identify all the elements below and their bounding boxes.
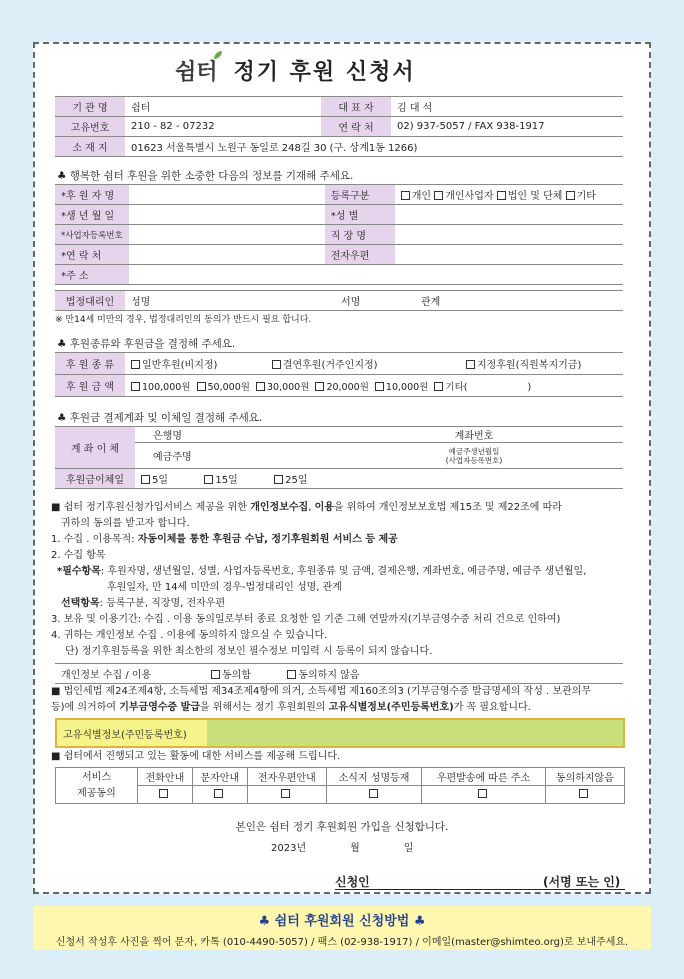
table-row: *주 소 bbox=[55, 265, 623, 285]
checkbox[interactable] bbox=[274, 475, 283, 484]
account-number-field[interactable]: 계좌번호 bbox=[325, 427, 623, 443]
table-row bbox=[55, 443, 623, 469]
guardian-note: ※ 만14세 미만의 경우, 법정대리인의 동의가 반드시 필요 합니다. bbox=[55, 315, 312, 325]
table-row: *사업자등록번호 직 장 명 bbox=[55, 225, 623, 245]
transfer-day-options: 5일 15일 25일 bbox=[135, 469, 623, 489]
checkbox[interactable] bbox=[466, 360, 475, 369]
address-field[interactable] bbox=[129, 265, 623, 285]
payment-table bbox=[55, 426, 623, 489]
checkbox[interactable] bbox=[159, 789, 168, 798]
application-statement: 본인은 쉼터 정기 후원회원 가입을 신청합니다. bbox=[235, 821, 449, 833]
table-row: 후원금이체일 5일 15일 25일 bbox=[55, 469, 623, 489]
legal-guardian-table bbox=[55, 290, 623, 311]
application-method-banner bbox=[33, 906, 651, 950]
privacy-terms: ■ 쉼터 정기후원신청가입서비스 제공을 위한 개인정보수집, 이용을 위하여 개인정보보호법 제15조 및 제22조에 따라 귀하의 동의를 받고자 합니다. 1. 수집 . 이용목적: 자동이체를 통한 후원금 수납, 정기후원회원 서비스 등 제공 2. 수집 항목 *필수항목: 후원자명, 생년월일, 성별, 사업자등록번호, 후원종류 및 금액, 결제은행, 계좌번호, 예금주명, 예금주 생년월일, 후원일자, 만 14세 미만의 경우-법정대리인 성명, 관계 선택항목: 등록구분, 직장명, 전자우편 3. 보유 및 이용기간: 수집 . 이용 동의일로부터 종료 요청한 일 기준 그해 연말까지(기부금영수증 처리 건으로 인하여) 4. 귀하는 개인정보 수집 . 이용에 동의하지 않으실 수 있습니다. 단) 정기후원등록을 위한 최소한의 정보인 필수정보 미입력 시 등록이 되지 않습니다. bbox=[51, 502, 587, 657]
donor-name-field[interactable] bbox=[129, 185, 325, 205]
leaf-icon bbox=[214, 51, 222, 59]
checkbox[interactable] bbox=[131, 382, 140, 391]
resident-number-field[interactable] bbox=[207, 720, 623, 746]
table-row: 법정대리인 성명 서명 관계 bbox=[55, 291, 623, 311]
table-row: 후 원 금 액 100,000원 50,000원 30,000원 20,000원 10,000원 기타( ) bbox=[55, 375, 623, 397]
checkbox[interactable] bbox=[272, 360, 281, 369]
holder-birth-field[interactable]: 예금주생년월일 (사업자등록번호) bbox=[325, 443, 623, 469]
bank-name-field[interactable]: 은행명 bbox=[135, 427, 325, 443]
guardian-name-field[interactable]: 성명 bbox=[125, 291, 335, 311]
checkbox[interactable] bbox=[497, 191, 506, 200]
consent-options: 동의함 동의하지 않음 bbox=[205, 664, 623, 684]
table-row: 계 좌 이 체 은행명 계좌번호 bbox=[55, 427, 623, 443]
checkbox[interactable] bbox=[434, 382, 443, 391]
workplace-field[interactable] bbox=[395, 225, 623, 245]
checkbox[interactable] bbox=[197, 382, 206, 391]
payment-heading: ♣ 후원금 결제계좌 및 이체일 결정해 주세요. bbox=[57, 412, 263, 424]
checkbox[interactable] bbox=[478, 789, 487, 798]
application-date: 2023년 월 일 bbox=[271, 843, 414, 854]
applicant-label: 신청인 bbox=[335, 875, 370, 889]
guardian-sign-field[interactable]: 서명 bbox=[335, 291, 415, 311]
banner-title: ♣ 쉼터 후원회원 신청방법 ♣ bbox=[258, 914, 426, 929]
checkbox[interactable] bbox=[401, 191, 410, 200]
table-row: 개인정보 수집 / 이용 동의함 동의하지 않음 bbox=[55, 664, 623, 684]
table-row: *연 락 처 전자우편 bbox=[55, 245, 623, 265]
checkbox[interactable] bbox=[281, 789, 290, 798]
donation-type-heading: ♣ 후원종류와 후원금을 결정해 주세요. bbox=[57, 338, 236, 350]
account-holder-field[interactable]: 예금주명 bbox=[135, 443, 325, 469]
guardian-relation-field[interactable]: 관계 bbox=[415, 291, 623, 311]
application-form bbox=[33, 42, 651, 894]
tax-notice: ■ 법인세법 제24조제4항, 소득세법 제34조제4항에 의거, 소득세법 제160조의3 (기부금영수증 발급명세의 작성 . 보관의무 등)에 의거하여 기부금영수증 발급을 위해서는 정기 후원회원의 고유식별정보(주민등록번호)가 꼭 필요합니다. bbox=[51, 686, 592, 713]
table-row: 소 재 지 01623 서울특별시 노원구 동일로 248길 30 (구. 상계1동 1266) bbox=[55, 137, 623, 157]
checkbox[interactable] bbox=[211, 670, 220, 679]
checkbox[interactable] bbox=[315, 382, 324, 391]
resident-number-row: 고유식별정보(주민등록번호) bbox=[55, 718, 625, 748]
table-row: 후 원 종 류 일반후원(비지정) 결연후원(거주인지정) 지정후원(직원복지기금) bbox=[55, 353, 623, 375]
org-info-table bbox=[55, 96, 623, 157]
birth-date-field[interactable] bbox=[129, 205, 325, 225]
checkbox[interactable] bbox=[204, 475, 213, 484]
checkbox[interactable] bbox=[287, 670, 296, 679]
donation-amount-options: 100,000원 50,000원 30,000원 20,000원 10,000원 기타( ) bbox=[125, 375, 623, 397]
table-row: *후 원 자 명 등록구분 개인 개인사업자 법인 및 단체 기타 bbox=[55, 185, 623, 205]
banner-body: 신청서 작성후 사진을 찍어 문자, 카톡 (010-4490-5057) / 팩스 (02-938-1917) / 이메일(master@shimteo.org)로 보내주세요. bbox=[55, 937, 629, 948]
checkbox[interactable] bbox=[375, 382, 384, 391]
checkbox[interactable] bbox=[566, 191, 575, 200]
checkbox[interactable] bbox=[434, 191, 443, 200]
checkbox[interactable] bbox=[214, 789, 223, 798]
checkbox[interactable] bbox=[256, 382, 265, 391]
shimteo-logo: 쉼터 bbox=[175, 55, 218, 86]
business-number-field[interactable] bbox=[129, 225, 325, 245]
checkbox[interactable] bbox=[579, 789, 588, 798]
service-heading: ■ 쉼터에서 진행되고 있는 활동에 대한 서비스를 제공해 드립니다. bbox=[51, 751, 341, 762]
table-row: 기 관 명 쉼터 대 표 자 김 대 석 bbox=[55, 97, 623, 117]
donor-info-table bbox=[55, 184, 623, 285]
email-field[interactable] bbox=[395, 245, 623, 265]
table-row: 고유번호 210 - 82 - 07232 연 락 처 02) 937-5057 / FAX 938-1917 bbox=[55, 117, 623, 137]
signature-label: (서명 또는 인) bbox=[543, 875, 621, 889]
form-title: 정기 후원 신청서 bbox=[233, 59, 416, 85]
form-header bbox=[175, 50, 416, 90]
table-row: 서비스 제공동의 전화안내 문자안내 전자우편안내 소식지 성명등재 우편발송에 따른 주소 동의하지않음 bbox=[56, 768, 625, 786]
service-consent-table bbox=[55, 767, 625, 804]
privacy-consent-row bbox=[55, 663, 623, 684]
checkbox[interactable] bbox=[131, 360, 140, 369]
donation-type-options: 일반후원(비지정) 결연후원(거주인지정) 지정후원(직원복지기금) bbox=[125, 353, 623, 375]
checkbox[interactable] bbox=[369, 789, 378, 798]
table-row bbox=[56, 786, 625, 804]
gender-field[interactable] bbox=[395, 205, 623, 225]
phone-field[interactable] bbox=[129, 245, 325, 265]
donor-info-heading: ♣ 행복한 쉼터 후원을 위한 소중한 다음의 정보를 기재해 주세요. bbox=[57, 170, 354, 182]
registration-type: 개인 개인사업자 법인 및 단체 기타 bbox=[395, 185, 623, 205]
donation-table bbox=[55, 352, 623, 397]
checkbox[interactable] bbox=[141, 475, 150, 484]
table-row: *생 년 월 일 *성 별 bbox=[55, 205, 623, 225]
